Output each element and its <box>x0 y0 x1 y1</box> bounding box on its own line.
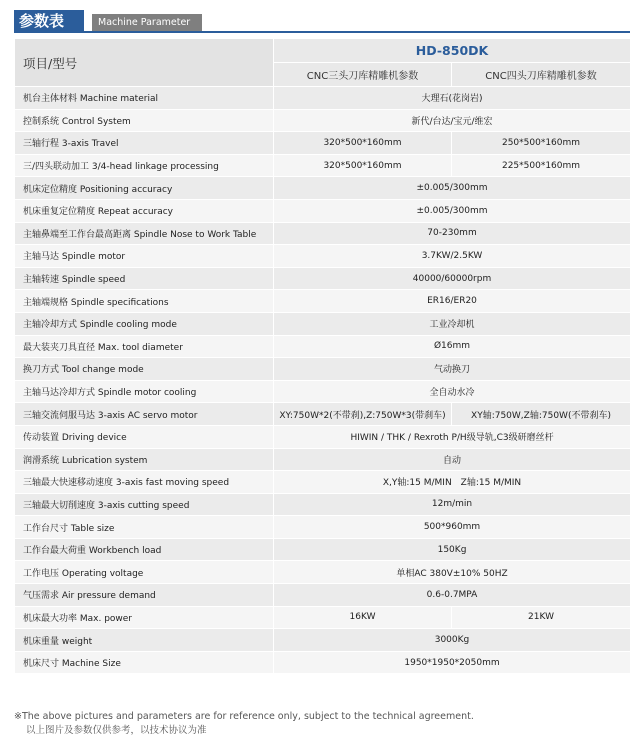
row-value: 全自动水冷 <box>274 380 631 403</box>
row-value: 3000Kg <box>274 629 631 652</box>
row-label: 三/四头联动加工 3/4-head linkage processing <box>15 154 274 177</box>
row-label: 机床重量 weight <box>15 629 274 652</box>
disclaimer-english: ※The above pictures and parameters are for reference only, subject to the technical agreement. <box>14 711 474 722</box>
disclaimer-chinese: 以上图片及参数仅供参考，以技术协议为准 <box>26 725 207 736</box>
row-label: 工作台最大荷重 Workbench load <box>15 538 274 561</box>
table-row <box>15 290 631 313</box>
row-label: 机床定位精度 Positioning accuracy <box>15 177 274 200</box>
header-divider <box>14 31 630 33</box>
four-head-value: 225*500*160mm <box>452 154 631 177</box>
row-label: 工作台尺寸 Table size <box>15 516 274 539</box>
row-value: 1950*1950*2050mm <box>274 651 631 674</box>
table-row <box>15 154 631 177</box>
table-row <box>15 493 631 516</box>
table-row <box>15 629 631 652</box>
row-label: 三轴最大切削速度 3-axis cutting speed <box>15 493 274 516</box>
row-value: 新代/台达/宝元/维宏 <box>274 109 631 132</box>
table-row <box>15 245 631 268</box>
table-row <box>15 177 631 200</box>
table-row <box>15 471 631 494</box>
row-label: 主轴转速 Spindle speed <box>15 267 274 290</box>
row-label: 机床最大功率 Max. power <box>15 606 274 629</box>
table-row <box>15 87 631 110</box>
table-row <box>15 538 631 561</box>
parameter-rows <box>15 87 631 674</box>
row-label: 工作电压 Operating voltage <box>15 561 274 584</box>
row-label: 主轴冷却方式 Spindle cooling mode <box>15 312 274 335</box>
row-value: ±0.005/300mm <box>274 199 631 222</box>
row-value: 大理石(花岗岩) <box>274 87 631 110</box>
four-head-value: 21KW <box>452 606 631 629</box>
row-value: 气动换刀 <box>274 358 631 381</box>
table-row <box>15 584 631 607</box>
row-label: 三轴行程 3-axis Travel <box>15 132 274 155</box>
table-row <box>15 448 631 471</box>
section-title: 参数表 <box>14 10 84 32</box>
row-value: Ø16mm <box>274 335 631 358</box>
row-value: X,Y轴:15 M/MIN Z轴:15 M/MIN <box>274 471 631 494</box>
row-value: ±0.005/300mm <box>274 177 631 200</box>
table-row <box>15 267 631 290</box>
table-row <box>15 606 631 629</box>
row-label: 控制系统 Control System <box>15 109 274 132</box>
row-label: 气压需求 Air pressure demand <box>15 584 274 607</box>
row-value: 3.7KW/2.5KW <box>274 245 631 268</box>
row-value: ER16/ER20 <box>274 290 631 313</box>
three-head-column-header: CNC三头刀库精雕机参数 <box>274 63 452 87</box>
three-head-value: XY:750W*2(不带刹),Z:750W*3(带刹车) <box>274 403 452 426</box>
row-value: 500*960mm <box>274 516 631 539</box>
parameter-table <box>14 38 631 674</box>
four-head-value: XY轴:750W,Z轴:750W(不带刹车) <box>452 403 631 426</box>
row-value: 70-230mm <box>274 222 631 245</box>
row-label: 主轴马达 Spindle motor <box>15 245 274 268</box>
table-row <box>15 358 631 381</box>
table-row <box>15 109 631 132</box>
section-header <box>14 10 630 32</box>
row-label: 三轴交流伺服马达 3-axis AC servo motor <box>15 403 274 426</box>
three-head-value: 320*500*160mm <box>274 132 452 155</box>
row-label: 机床尺寸 Machine Size <box>15 651 274 674</box>
model-name: HD-850DK <box>274 39 631 63</box>
table-row <box>15 425 631 448</box>
table-row <box>15 312 631 335</box>
row-label: 换刀方式 Tool change mode <box>15 358 274 381</box>
table-row <box>15 651 631 674</box>
row-label: 机台主体材料 Machine material <box>15 87 274 110</box>
row-label: 润滑系统 Lubrication system <box>15 448 274 471</box>
table-row <box>15 561 631 584</box>
table-row <box>15 516 631 539</box>
table-row <box>15 199 631 222</box>
section-subtitle: Machine Parameter <box>92 14 202 32</box>
row-label: 最大装夹刀具直径 Max. tool diameter <box>15 335 274 358</box>
row-value: 12m/min <box>274 493 631 516</box>
three-head-value: 320*500*160mm <box>274 154 452 177</box>
three-head-value: 16KW <box>274 606 452 629</box>
table-row <box>15 222 631 245</box>
row-value: 单相AC 380V±10% 50HZ <box>274 561 631 584</box>
row-value: 40000/60000rpm <box>274 267 631 290</box>
table-row <box>15 132 631 155</box>
row-label: 传动装置 Driving device <box>15 425 274 448</box>
row-value: 工业冷却机 <box>274 312 631 335</box>
row-label: 主轴鼻端至工作台最高距离 Spindle Nose to Work Table <box>15 222 274 245</box>
table-row <box>15 335 631 358</box>
row-label: 机床重复定位精度 Repeat accuracy <box>15 199 274 222</box>
row-label: 主轴端规格 Spindle specifications <box>15 290 274 313</box>
row-value: 0.6-0.7MPA <box>274 584 631 607</box>
item-model-header: 项目/型号 <box>15 39 274 87</box>
row-label: 主轴马达冷却方式 Spindle motor cooling <box>15 380 274 403</box>
table-row <box>15 380 631 403</box>
row-value: HIWIN / THK / Rexroth P/H级导轨,C3级研磨丝杆 <box>274 425 631 448</box>
table-row <box>15 403 631 426</box>
four-head-value: 250*500*160mm <box>452 132 631 155</box>
disclaimer-note <box>14 710 630 738</box>
four-head-column-header: CNC四头刀库精雕机参数 <box>452 63 631 87</box>
row-value: 150Kg <box>274 538 631 561</box>
row-label: 三轴最大快速移动速度 3-axis fast moving speed <box>15 471 274 494</box>
row-value: 自动 <box>274 448 631 471</box>
